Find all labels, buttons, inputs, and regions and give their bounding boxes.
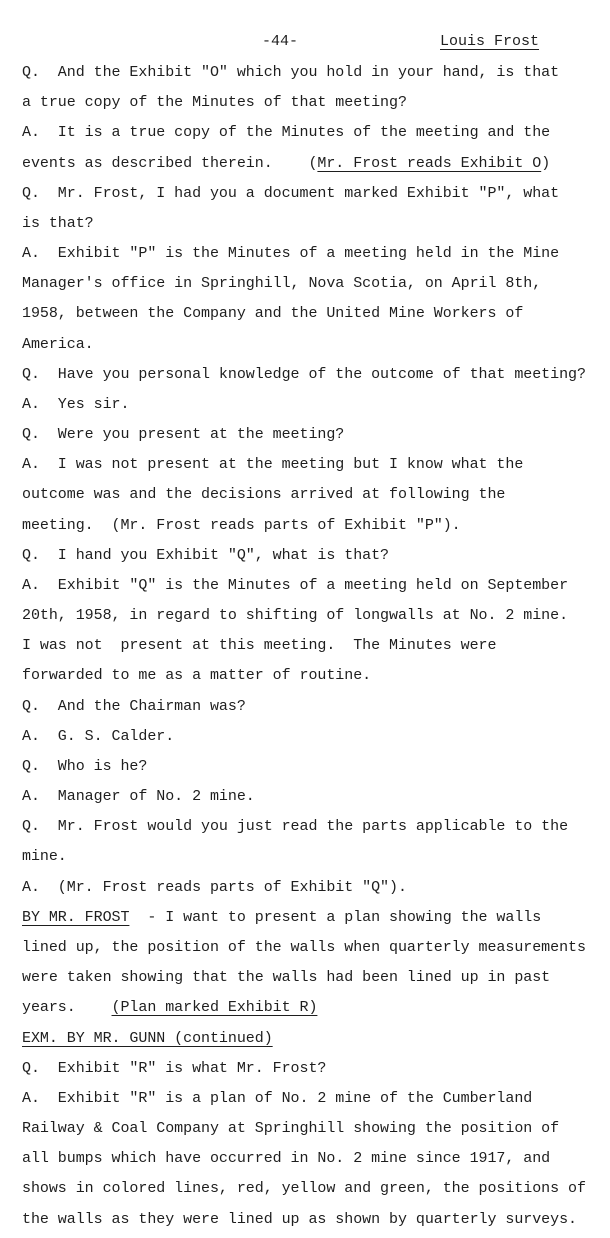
line-text: Q. Were you present at the meeting? <box>22 426 345 444</box>
line-text: 1958, between the Company and the United Mine Workers of <box>22 305 524 323</box>
transcript-body <box>22 58 607 1235</box>
line-text: Q. Have you personal knowledge of the outcome of that meeting? <box>22 365 586 383</box>
line-text: ) <box>541 154 551 172</box>
transcript-line <box>22 752 607 782</box>
line-text: A. Exhibit "R" is a plan of No. 2 mine of the Cumberland <box>22 1089 533 1107</box>
transcript-line <box>22 1024 607 1054</box>
line-text: America. <box>22 335 94 353</box>
line-text: Manager's office in Springhill, Nova Scotia, on April 8th, <box>22 275 542 293</box>
line-text: Q. Mr. Frost would you just read the parts applicable to the <box>22 818 569 836</box>
line-text: A. Manager of No. 2 mine. <box>22 788 255 806</box>
line-text: Q. Mr. Frost, I had you a document marked Exhibit "P", what <box>22 184 560 202</box>
line-text: Q. And the Exhibit "O" which you hold in your hand, is that <box>22 64 560 81</box>
line-text: A. Exhibit "Q" is the Minutes of a meeting held on September <box>22 576 569 594</box>
transcript-line <box>22 269 607 299</box>
witness-name: Louis Frost <box>440 33 540 50</box>
page-number: -44- <box>262 33 299 50</box>
transcript-line <box>22 1114 607 1144</box>
line-text: Q. Who is he? <box>22 757 148 775</box>
transcript-line <box>22 118 607 148</box>
transcript-line <box>22 390 607 420</box>
transcript-line <box>22 450 607 480</box>
line-text: mine. <box>22 848 67 866</box>
line-text: A. Yes sir. <box>22 395 130 413</box>
transcript-line <box>22 511 607 541</box>
transcript-line <box>22 1174 607 1204</box>
underlined-text: Mr. Frost reads Exhibit O <box>317 154 542 172</box>
transcript-line <box>22 873 607 903</box>
transcript-line <box>22 1054 607 1084</box>
line-text: meeting. (Mr. Frost reads parts of Exhibit "P"). <box>22 516 461 534</box>
transcript-line <box>22 601 607 631</box>
line-text: outcome was and the decisions arrived at following the <box>22 486 506 504</box>
transcript-line <box>22 571 607 601</box>
transcript-line <box>22 209 607 239</box>
line-text: Railway & Coal Company at Springhill showing the position of <box>22 1120 560 1138</box>
line-text: were taken showing that the walls had been lined up in past <box>22 969 551 987</box>
transcript-line <box>22 239 607 269</box>
line-text: A. (Mr. Frost reads parts of Exhibit "Q"). <box>22 878 407 896</box>
transcript-line <box>22 541 607 571</box>
transcript-line <box>22 903 607 933</box>
underlined-text: EXM. BY MR. GUNN (continued) <box>22 1029 273 1047</box>
transcript-line <box>22 993 607 1023</box>
line-text: events as described therein. ( <box>22 154 318 172</box>
line-text: A. G. S. Calder. <box>22 727 175 745</box>
line-text: lined up, the position of the walls when quarterly measurements <box>22 938 586 956</box>
transcript-line <box>22 782 607 812</box>
line-text: Q. I hand you Exhibit "Q", what is that? <box>22 546 390 564</box>
transcript-line <box>22 299 607 329</box>
underlined-text: BY MR. FROST <box>22 908 130 926</box>
transcript-line <box>22 88 607 118</box>
line-text: Q. And the Chairman was? <box>22 697 246 715</box>
line-text: A. Exhibit "P" is the Minutes of a meeting held in the Mine <box>22 245 560 263</box>
line-text: all bumps which have occurred in No. 2 mine since 1917, and <box>22 1150 551 1168</box>
line-text: years. <box>22 999 112 1017</box>
line-text: A. It is a true copy of the Minutes of the meeting and the <box>22 124 551 142</box>
transcript-line <box>22 420 607 450</box>
transcript-line <box>22 58 607 88</box>
line-text: is that? <box>22 214 94 232</box>
transcript-line <box>22 179 607 209</box>
line-text: shows in colored lines, red, yellow and green, the positions of <box>22 1180 586 1198</box>
transcript-line <box>22 1084 607 1114</box>
transcript-line <box>22 1144 607 1174</box>
underlined-text: (Plan marked Exhibit R) <box>111 999 318 1017</box>
line-text: A. I was not present at the meeting but I know what the <box>22 456 524 474</box>
transcript-line <box>22 812 607 842</box>
line-text: Q. Exhibit "R" is what Mr. Frost? <box>22 1059 327 1077</box>
transcript-line <box>22 722 607 752</box>
transcript-line <box>22 1205 607 1235</box>
transcript-line <box>22 933 607 963</box>
line-text: 20th, 1958, in regard to shifting of longwalls at No. 2 mine. <box>22 607 569 625</box>
line-text: a true copy of the Minutes of that meeting? <box>22 94 407 112</box>
line-text: the walls as they were lined up as shown by quarterly surveys. <box>22 1210 577 1228</box>
transcript-line <box>22 360 607 390</box>
transcript-line <box>22 631 607 661</box>
transcript-line <box>22 842 607 872</box>
transcript-line <box>22 330 607 360</box>
transcript-line <box>22 692 607 722</box>
transcript-line <box>22 963 607 993</box>
transcript-line <box>22 480 607 510</box>
transcript-line <box>22 661 607 691</box>
transcript-line <box>22 149 607 179</box>
line-text: forwarded to me as a matter of routine. <box>22 667 372 685</box>
line-text: I was not present at this meeting. The Minutes were <box>22 637 497 655</box>
line-text: - I want to present a plan showing the walls <box>129 908 542 926</box>
